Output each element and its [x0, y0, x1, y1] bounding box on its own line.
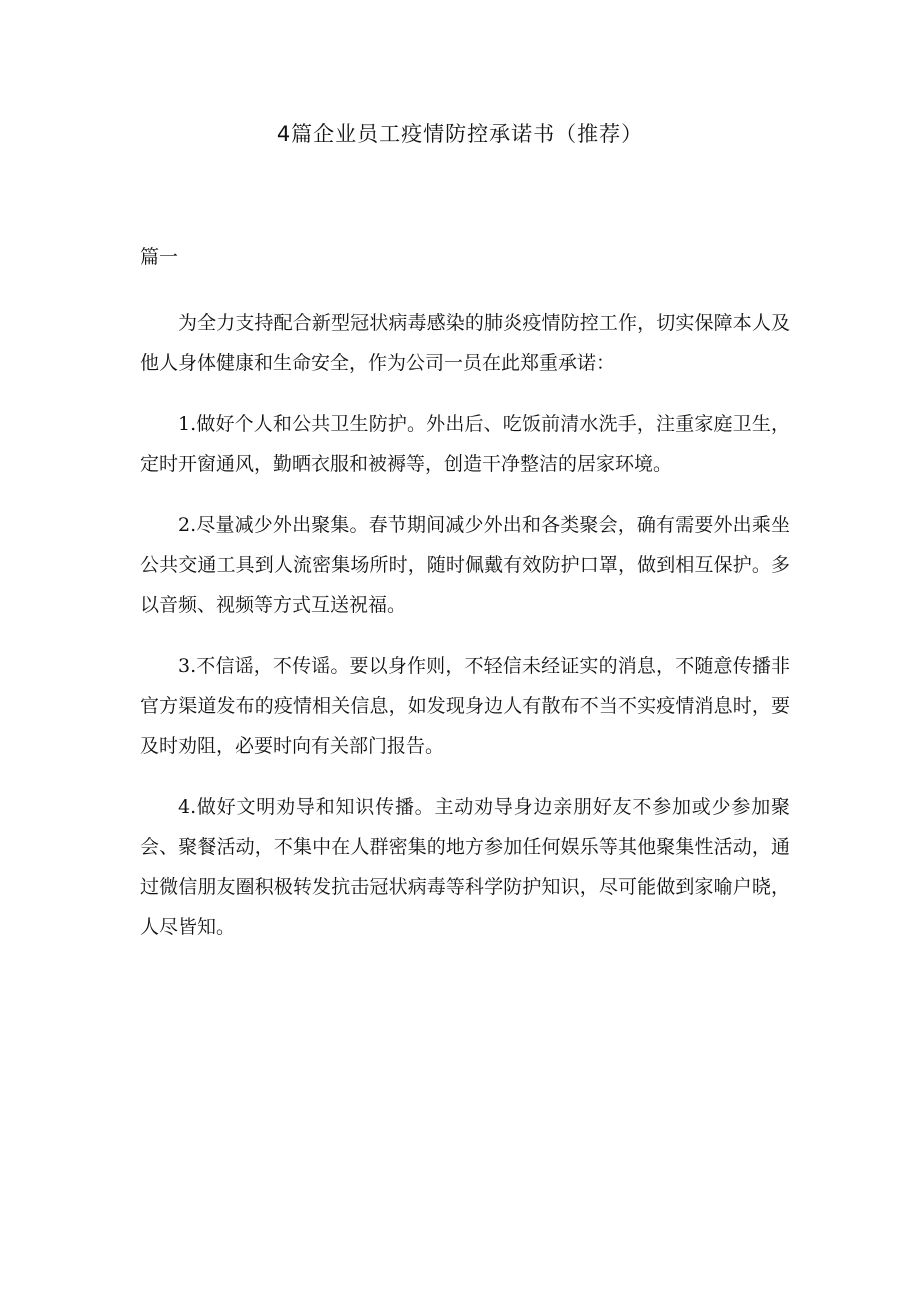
section-heading: 篇一: [140, 246, 179, 268]
document-body: [140, 303, 790, 968]
document-title: 4篇企业员工疫情防控承诺书（推荐）: [276, 122, 644, 146]
paragraph-item-3: 3.不信谣，不传谣。要以身作则，不轻信未经证实的消息，不随意传播非官方渠道发布的疫情相关信息，如发现身边人有散布不当不实疫情消息时，要及时劝阻，必要时向有关部门报告。: [140, 655, 790, 757]
paragraph-item-4: 4.做好文明劝导和知识传播。主动劝导身边亲朋好友不参加或少参加聚会、聚餐活动，不集中在人群密集的地方参加任何娱乐等其他聚集性活动，通过微信朋友圈积极转发抗击冠状病毒等科学防护知识，尽可能做到家喻户晓，人尽皆知。: [140, 796, 790, 938]
paragraph-intro: 为全力支持配合新型冠状病毒感染的肺炎疫情防控工作，切实保障本人及他人身体健康和生命安全，作为公司一员在此郑重承诺：: [140, 312, 790, 374]
paragraph-item-2: 2.尽量减少外出聚集。春节期间减少外出和各类聚会，确有需要外出乘坐公共交通工具到人流密集场所时，随时佩戴有效防护口罩，做到相互保护。多以音频、视频等方式互送祝福。: [140, 514, 790, 616]
paragraph-item-1: 1.做好个人和公共卫生防护。外出后、吃饭前清水洗手，注重家庭卫生，定时开窗通风，勤晒衣服和被褥等，创造干净整洁的居家环境。: [140, 413, 790, 475]
